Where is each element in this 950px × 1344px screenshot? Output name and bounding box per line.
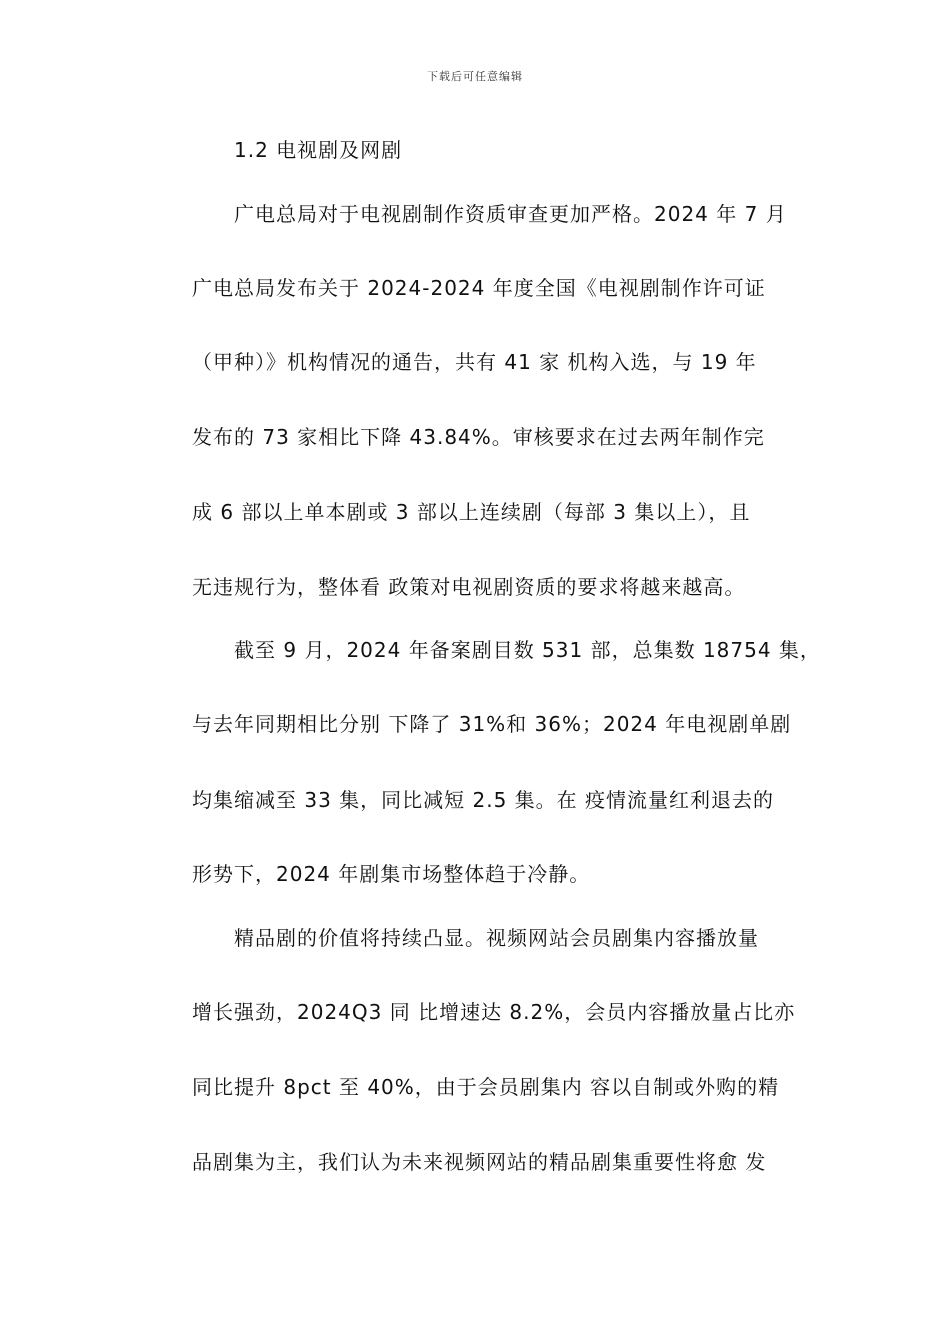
paragraph-line: 截至 9 月，2024 年备案剧目数 531 部，总集数 18754 集， — [234, 638, 821, 662]
paragraph-line: 同比提升 8pct 至 40%，由于会员剧集内 容以自制或外购的精 — [192, 1075, 780, 1099]
paragraph-line: 增长强劲，2024Q3 同 比增速达 8.2%，会员内容播放量占比亦 — [192, 1000, 796, 1024]
paragraph-line: 成 6 部以上单本剧或 3 部以上连续剧（每部 3 集以上），且 — [192, 500, 751, 524]
paragraph-line: 广电总局对于电视剧制作资质审查更加严格。2024 年 7 月 — [234, 202, 787, 226]
section-heading: 1.2 电视剧及网剧 — [234, 138, 403, 162]
paragraph-line: 精品剧的价值将持续凸显。视频网站会员剧集内容播放量 — [234, 926, 759, 950]
paragraph-line: 无违规行为，整体看 政策对电视剧资质的要求将越来越高。 — [192, 575, 746, 599]
paragraph-line: 与去年同期相比分别 下降了 31%和 36%；2024 年电视剧单剧 — [192, 712, 792, 736]
paragraph-line: 广电总局发布关于 2024-2024 年度全国《电视剧制作许可证 — [192, 276, 766, 300]
paragraph-line: （甲种）》机构情况的通告，共有 41 家 机构入选，与 19 年 — [192, 350, 757, 374]
page-header-note: 下载后可任意编辑 — [427, 70, 523, 83]
paragraph-line: 形势下，2024 年剧集市场整体趋于冷静。 — [192, 862, 591, 886]
paragraph-line: 品剧集为主，我们认为未来视频网站的精品剧集重要性将愈 发 — [192, 1150, 767, 1174]
paragraph-line: 均集缩减至 33 集，同比减短 2.5 集。在 疫情流量红利退去的 — [192, 788, 775, 812]
paragraph-line: 发布的 73 家相比下降 43.84%。审核要求在过去两年制作完 — [192, 425, 765, 449]
